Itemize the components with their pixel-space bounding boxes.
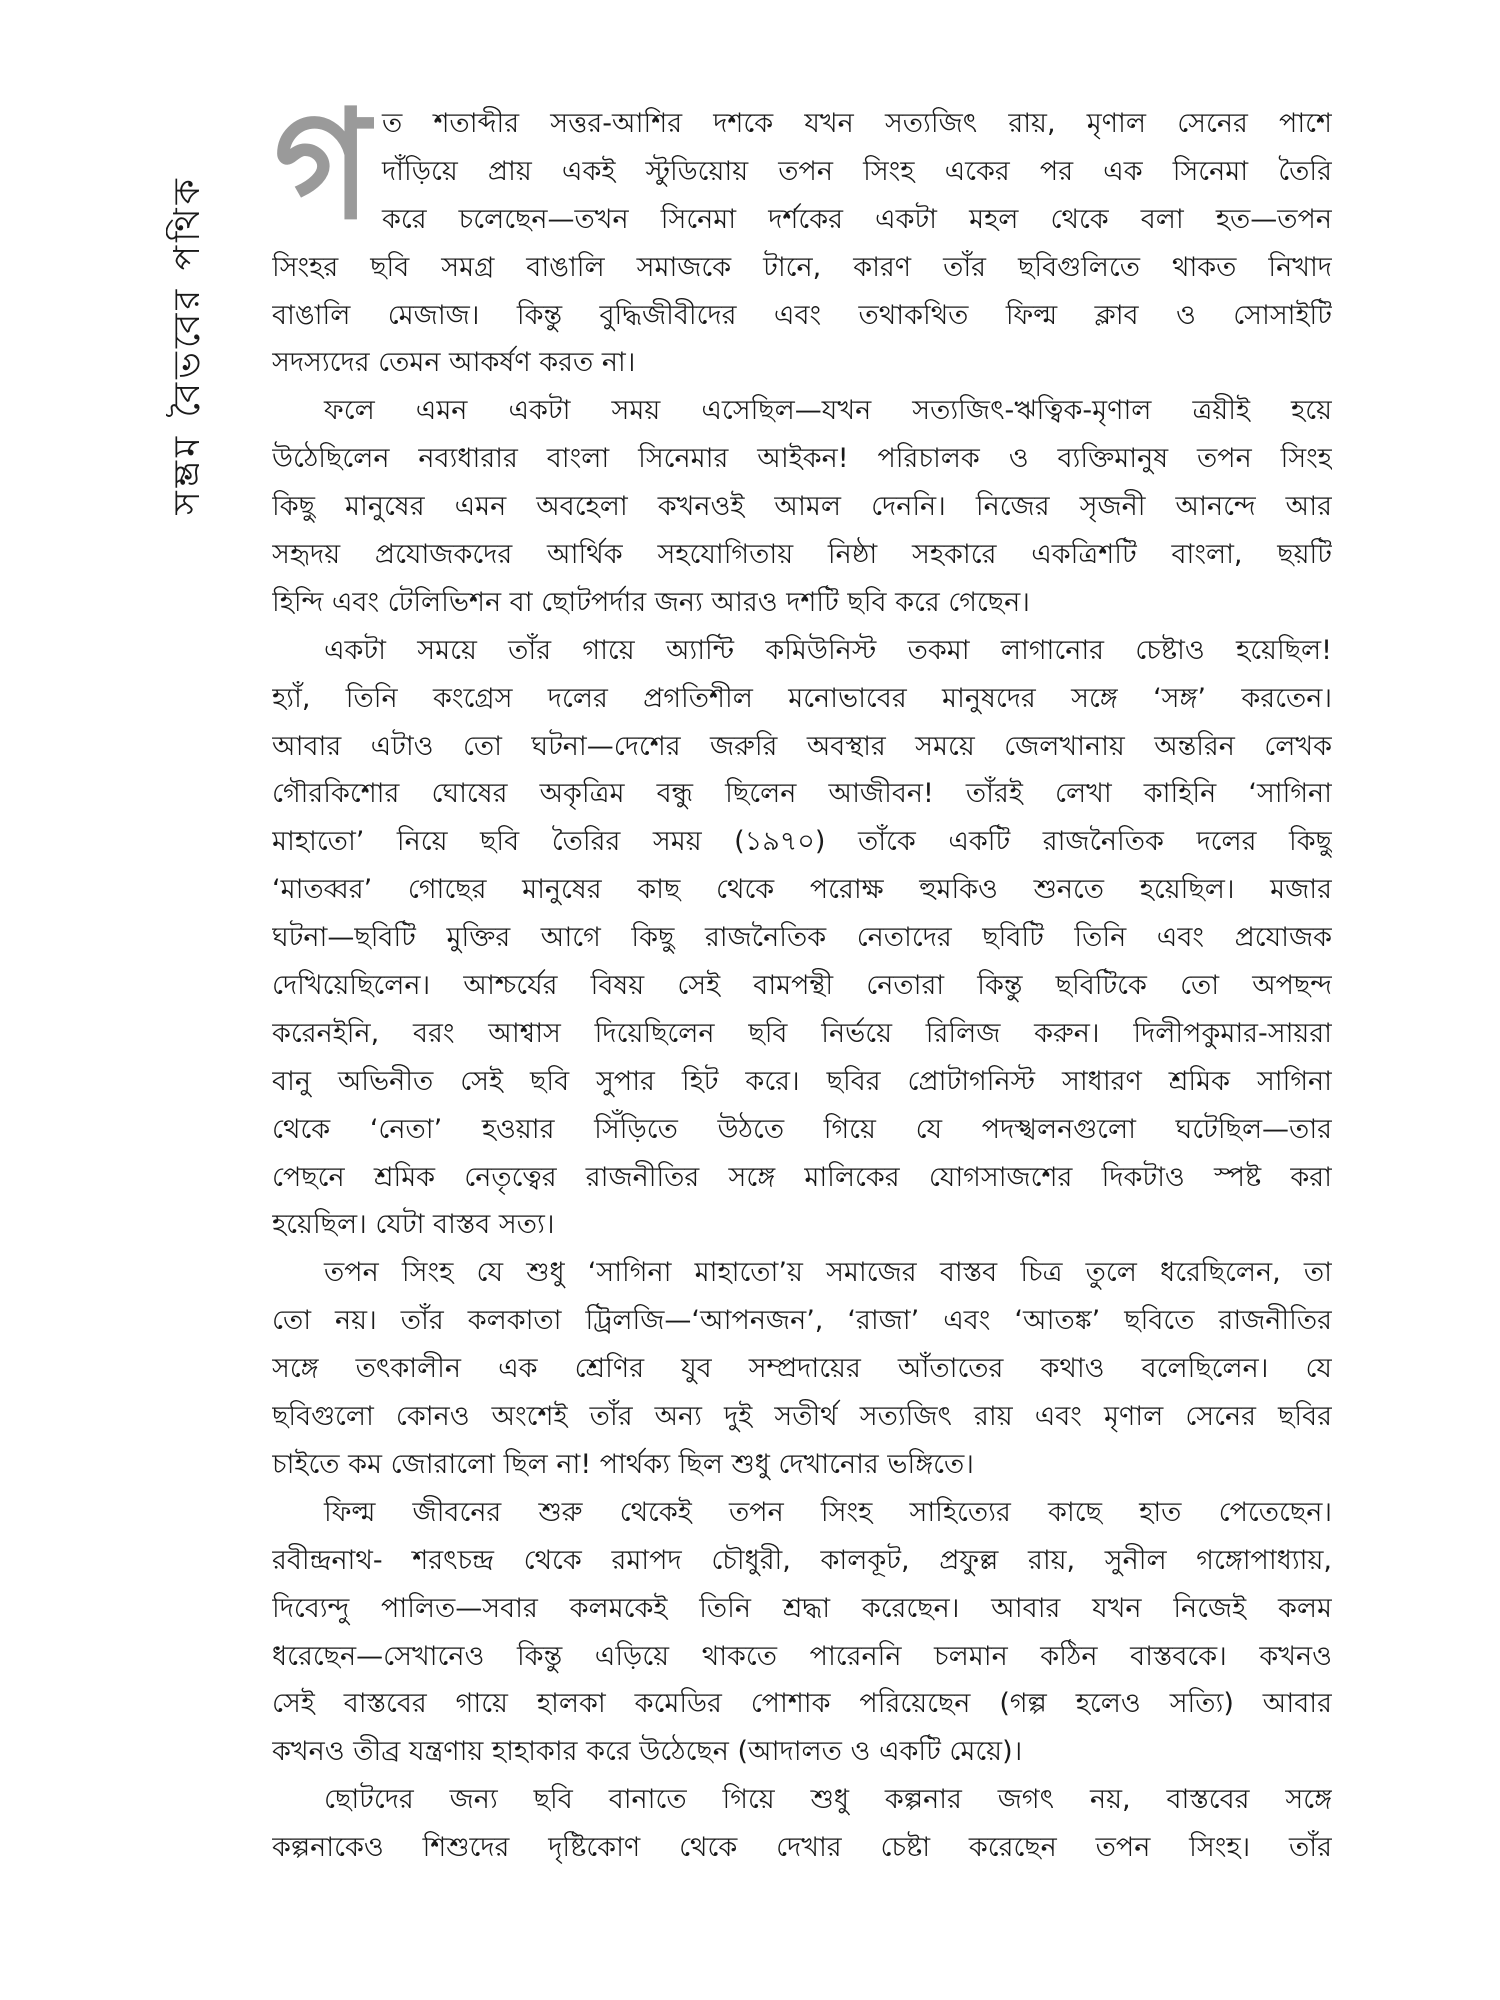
text-line: দেখিয়েছিলেন। আশ্চর্যের বিষয় সেই বামপন্থী নেতারা কিন্তু ছবিটিকে তো অপছন্দ	[272, 970, 1332, 1002]
text-line: হিন্দি এবং টেলিভিশন বা ছোটপর্দার জন্য আরও দশটি ছবি করে গেছেন।	[272, 586, 1030, 618]
text-line: করেনইনি, বরং আশ্বাস দিয়েছিলেন ছবি নির্ভয়ে রিলিজ করুন। দিলীপকুমার-সায়রা	[272, 1017, 1332, 1049]
text-line: থেকে ‘নেতা’ হওয়ার সিঁড়িতে উঠতে গিয়ে যে পদস্খলনগুলো ঘটেছিল—তার	[272, 1113, 1332, 1145]
text-line: সেই বাস্তবের গায়ে হালকা কমেডির পোশাক পরিয়েছেন (গল্প হলেও সত্যি) আবার	[272, 1688, 1332, 1720]
text-line: ফলে এমন একটা সময় এসেছিল—যখন সত্যজিৎ-ঋত্বিক-মৃণাল ত্রয়ীই হয়ে	[324, 395, 1332, 427]
text-line: রবীন্দ্রনাথ- শরৎচন্দ্র থেকে রমাপদ চৌধুরী, কালকূট, প্রফুল্ল রায়, সুনীল গঙ্গোপাধ্যায়,	[272, 1544, 1332, 1576]
text-line: কখনও তীব্র যন্ত্রণায় হাহাকার করে উঠেছেন (আদালত ও একটি মেয়ে)।	[272, 1736, 1023, 1768]
text-line: উঠেছিলেন নব্যধারার বাংলা সিনেমার আইকন! পরিচালক ও ব্যক্তিমানুষ তপন সিংহ	[272, 443, 1332, 475]
text-line: পেছনে শ্রমিক নেতৃত্বের রাজনীতির সঙ্গে মালিকের যোগসাজশের দিকটাও স্পষ্ট করা	[272, 1161, 1332, 1193]
text-line: ঘটনা—ছবিটি মুক্তির আগে কিছু রাজনৈতিক নেতাদের ছবিটি তিনি এবং প্রযোজক	[272, 922, 1332, 954]
text-line: ত শতাব্দীর সত্তর-আশির দশকে যখন সত্যজিৎ রায়, মৃণাল সেনের পাশে	[382, 108, 1332, 139]
text-line: সদস্যদের তেমন আকর্ষণ করত না।	[272, 347, 636, 379]
running-title: সম্ভ্রম বৈভবের পথিক	[167, 175, 208, 515]
text-line: ফিল্ম জীবনের শুরু থেকেই তপন সিংহ সাহিত্যের কাছে হাত পেতেছেন।	[324, 1496, 1332, 1528]
text-line: করে চলেছেন—তখন সিনেমা দর্শকের একটা মহল থেকে বলা হত—তপন	[382, 203, 1332, 235]
text-line: গৌরকিশোর ঘোষের অকৃত্রিম বন্ধু ছিলেন আজীবন! তাঁরই লেখা কাহিনি ‘সাগিনা	[272, 778, 1332, 810]
drop-cap: গ	[273, 96, 373, 236]
text-line: সহৃদয় প্রযোজকদের আর্থিক সহযোগিতায় নিষ্ঠা সহকারে একত্রিশটি বাংলা, ছয়টি	[272, 539, 1332, 571]
text-line: ছবিগুলো কোনও অংশেই তাঁর অন্য দুই সতীর্থ সত্যজিৎ রায় এবং মৃণাল সেনের ছবির	[272, 1401, 1332, 1433]
text-line: ‘মাতব্বর’ গোছের মানুষের কাছ থেকে পরোক্ষ হুমকিও শুনতে হয়েছিল। মজার	[272, 874, 1332, 906]
text-line: বাঙালি মেজাজ। কিন্তু বুদ্ধিজীবীদের এবং তথাকথিত ফিল্ম ক্লাব ও সোসাইটি	[272, 299, 1332, 331]
text-line: সঙ্গে তৎকালীন এক শ্রেণির যুব সম্প্রদায়ের আঁতাতের কথাও বলেছিলেন। যে	[272, 1353, 1332, 1385]
text-line: বানু অভিনীত সেই ছবি সুপার হিট করে। ছবির প্রোটাগনিস্ট সাধারণ শ্রমিক সাগিনা	[272, 1065, 1332, 1097]
text-line: চাইতে কম জোরালো ছিল না! পার্থক্য ছিল শুধু দেখানোর ভঙ্গিতে।	[272, 1448, 974, 1480]
text-line: হ্যাঁ, তিনি কংগ্রেস দলের প্রগতিশীল মনোভাবের মানুষদের সঙ্গে ‘সঙ্গ’ করতেন।	[272, 682, 1332, 714]
text-line: তো নয়। তাঁর কলকাতা ট্রিলজি—‘আপনজন’, ‘রাজা’ এবং ‘আতঙ্ক’ ছবিতে রাজনীতির	[272, 1305, 1332, 1337]
text-line: ছোটদের জন্য ছবি বানাতে গিয়ে শুধু কল্পনার জগৎ নয়, বাস্তবের সঙ্গে	[324, 1784, 1332, 1816]
text-line: সিংহর ছবি সমগ্র বাঙালি সমাজকে টানে, কারণ তাঁর ছবিগুলিতে থাকত নিখাদ	[272, 251, 1332, 283]
text-line: আবার এটাও তো ঘটনা—দেশের জরুরি অবস্থার সময়ে জেলখানায় অন্তরিন লেখক	[272, 730, 1332, 762]
body-text	[272, 100, 1332, 1980]
text-line: দিব্যেন্দু পালিত—সবার কলমকেই তিনি শ্রদ্ধা করেছেন। আবার যখন নিজেই কলম	[272, 1592, 1332, 1624]
text-line: তপন সিংহ যে শুধু ‘সাগিনা মাহাতো’য় সমাজের বাস্তব চিত্র তুলে ধরেছিলেন, তা	[324, 1257, 1332, 1289]
text-line: কিছু মানুষের এমন অবহেলা কখনওই আমল দেননি। নিজের সৃজনী আনন্দে আর	[272, 491, 1332, 523]
text-line: দাঁড়িয়ে প্রায় একই স্টুডিয়োয় তপন সিংহ একের পর এক সিনেমা তৈরি	[382, 155, 1332, 187]
text-line: মাহাতো’ নিয়ে ছবি তৈরির সময় (১৯৭০) তাঁকে একটি রাজনৈতিক দলের কিছু	[272, 826, 1332, 858]
text-line: ধরেছেন—সেখানেও কিন্তু এড়িয়ে থাকতে পারেননি চলমান কঠিন বাস্তবকে। কখনও	[272, 1640, 1332, 1672]
text-line: হয়েছিল। যেটা বাস্তব সত্য।	[272, 1209, 555, 1241]
text-line: একটা সময়ে তাঁর গায়ে অ্যান্টি কমিউনিস্ট তকমা লাগানোর চেষ্টাও হয়েছিল!	[324, 634, 1332, 666]
text-line: কল্পনাকেও শিশুদের দৃষ্টিকোণ থেকে দেখার চেষ্টা করেছেন তপন সিংহ। তাঁর	[272, 1832, 1332, 1864]
